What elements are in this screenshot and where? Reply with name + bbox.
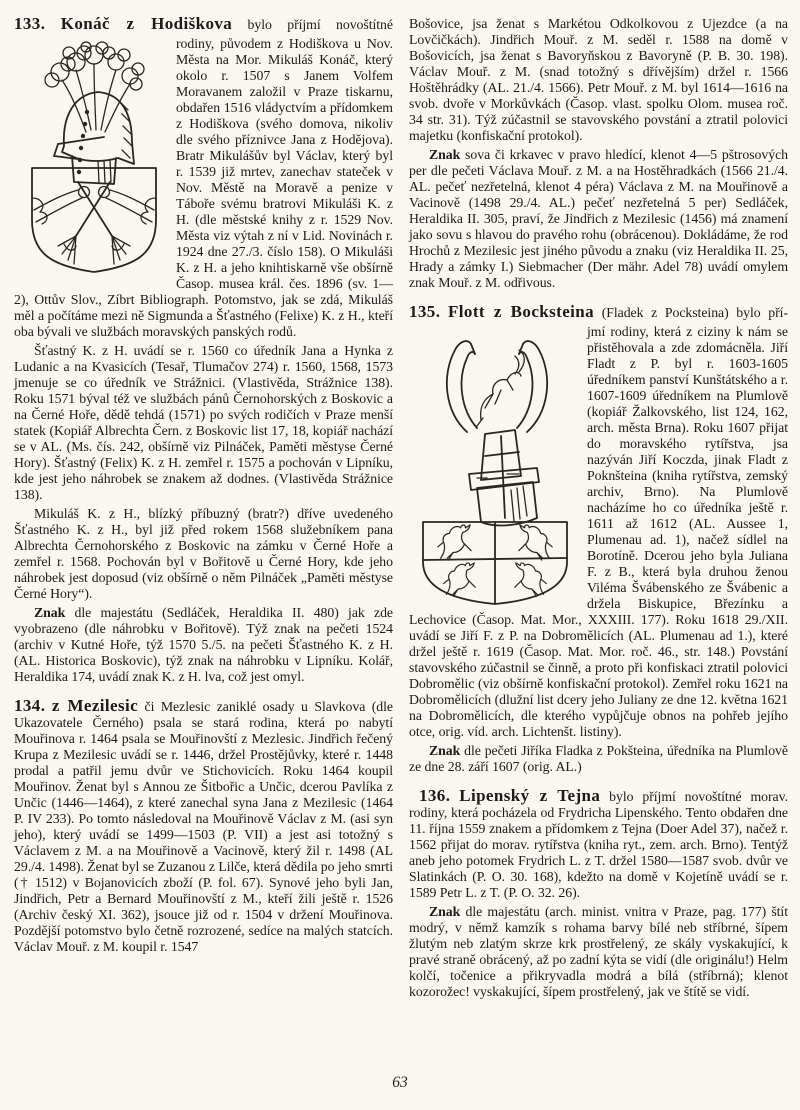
blazon-label: Znak bbox=[429, 904, 461, 919]
entry-135 bbox=[409, 304, 788, 775]
blazon-label: Znak bbox=[429, 147, 461, 162]
entry-135-heading bbox=[409, 304, 788, 321]
entry-136-blazon bbox=[409, 904, 788, 1000]
entry-number: 134. bbox=[14, 696, 46, 715]
entry-134 bbox=[14, 698, 393, 955]
entry-title: Lipenský z Tejna bbox=[459, 786, 601, 805]
blazon-text: dle majestátu (arch. minist. vnitra v Praze, pag. 177) štít modrý, v němž kamzík s rohama barvy bílé neb stříbrné, šípem žlutým neb zlatým skrze krk prostřelený, ze skály vyskakující, k pravé straně obrácený, až po zadní kýta se vidí (dle originálu!) Helm kolčí, točenice a přikryvadla modrá a bílá (stříbrná); klenot kozorožec! vyskakující, šípem prostřelený, jak ve štítě se vidí. bbox=[409, 904, 789, 999]
entry-133-intro-text: rodiny, původem z Hodiškova u Nov. Města na Mor. Mikuláš Konáč, který okolo r. 1507 s Janem Volfem Moravanem založil v Praze tiskarnu, obdařen 1516 vládyctvím a přídomkem z Hodiškova (svého domova, nikoliv dle svého příznivce Jana z Hodějova). Bratr Mikulášův byl Václav, který byl r. 1539 již mrtev, zanechav stateček v Nov. Městě na Moravě a penize v Táboře svému bratrovi Mikuláši K. z H. (dle městské knihy z r. 1529 Nov. Města viz výtah z ní v Lid. Novinách r. 1924 dne 27./3. číslo 158). O Mikuláši K. z H. a jeho knihtiskarně vše obšírně Časop. musea král. čes. 1896 (sv. 1—2), Ottův Slov., Zíbrt Bibliograph. Potomstvo, jak se zdá, Mikuláš měl a počítáme mezi ně Sigmunda a Šťastného (Felixe) K. z H., kteří oba bývali ve službách moravských panských rodů. bbox=[14, 36, 393, 339]
quartered-ibex-arms-drawing bbox=[415, 328, 575, 608]
page-number: 63 bbox=[392, 1074, 408, 1091]
konac-coat-of-arms-illustration bbox=[24, 40, 164, 275]
entry-134-body-text: či Mezlesic zaniklé osady u Slavkova (dle Ukazovatele Černého) psala se stará rodina, která po nabytí Mouřinova r. 1464 psala se Mouřinovští z Mezlesic. Jindřich řečený Krupa z Mezilesic uvádí se r. 1446, držel Prostějůvky, které r. 1448 prodal a patřil jemu dvůr ve Stichovicích. Roku 1464 koupil Mouřinov. Ženat byl s Annou ze Šitbořic a Unčic, dcerou Pavlíka z Unčic (1446—1464), z které zanechal syna Jana z Mezilesic (1464 P. IV 233). Po tomto následoval na Mouřinově Václav z M. (asi syn jeho), který uvádí se 1499—1503 (P. VII) a jest asi totožný s Václavem z M. a na Mouřinově a Vacinově, který žil r. 1498 (AL 29./4. 1498). Ženat byl se Zuzanou z Lilče, která dědila po jeho smrti († 1512) v Bojanovicích zboží (P. fol. 67). Synové jeho byli Jan, Jindřich, Petr a Bernard Mouřinovští z M., kteří žili ještě r. 1526 (Archiv český XI. 362), jsouce již od r. 1504 v držení Mouřinova. Pozdější potomstvo bylo četně rozrozené, sedíce na malých statcích. Václav Mouř. z M. koupil r. 1547 bbox=[14, 699, 393, 954]
entry-135-blazon bbox=[409, 743, 788, 775]
entry-136-body bbox=[409, 788, 788, 901]
entry-135-intro bbox=[409, 324, 788, 740]
entry-136 bbox=[409, 788, 788, 1000]
entry-135-intro-text: jmí rodiny, která z ciziny k nám se přistěhovala a zde zdomácněla. Jiří Fladt z P. byl r. 1603-1605 úředníkem panství Kunštátského a r. 1607-1609 úředníkem na Plumlově (kopiář Žalkovského, list 124, 162, arch. města Brna). Roku 1607 přijat do moravského rytířstva, jsa nazýván Jiří Koczda, jinak Fladt z Poknšteina (kniha rytířstva, zemský archiv, Brno). Na Plumlově nacházíme ho co úředníka ještě r. 1611 až 1612 (AL. Aussee 1, Plumenau ad. 1), načež sídlel na Borotíně. Dcerou jeho byla Juliana F. z B., která byla druhou ženou Viléma Švábenského ze Švábenic a držela Biskupice, Březínku a Lechovice (Časop. Mat. Mor., XXXIII. 177). Roku 1618 29./XII. uvádí se Jiří F. z P. na Dobromělicích (AL. Plumenau ad 1.), které držel ještě r. 1619 (Časop. Mat. Mor. roč. 46., str. 148.) Povstání stavovského zúčastnil se činně, a proto při konfiskaci ztratil polovici Dobromělic (viz obšírně konfiskační protokol). Zemřel roku 1621 na Dobromělicích (dlužní list dcery jeho Juliany ze dne 12. května 1621 na Dobromělicích, dle kterého vypůjčuje obnos na pohřeb jejího otce, orig. víd. arch. Lichtenšt. listiny). bbox=[409, 324, 788, 739]
entry-number: 133. bbox=[14, 16, 46, 33]
entry-134-continuation: Bošovice, jsa ženat s Markétou Odkolkovou z Ujezdce (a na Lovčičkách). Jindřich Mouř. z M. seděl r. 1588 na domě v Bošovicích, jsa ženat s Bavoryňskou z Bavoryně (P. B. 30. 198). Václav Mouř. z M. (snad totožný s dřívějším) držel r. 1566 Hoštěhrádky (AL. 21./4. 1566). Petr Mouř. z M. byl 1614—1616 na svob. dvoře v Morkůvkách (Časop. vlast. spolku Olom. musea roč. 34 str. 31). Týž zúčastnil se stavovského povstání a ztratil polovici majetku (konfiskační protokol). bbox=[409, 16, 788, 143]
two-column-text bbox=[14, 16, 788, 1000]
left-column bbox=[14, 16, 393, 1000]
entry-title: z Mezilesic bbox=[51, 696, 139, 715]
entry-134-blazon bbox=[409, 147, 788, 291]
blazon-label: Znak bbox=[34, 605, 66, 620]
entry-133-para-2: Šťastný K. z H. uvádí se r. 1560 co úředník Jana a Hynka z Ludanic a na Kvasicích (Tesař, Tlumačov 274) r. 1560, 1568, 1573 jmenuje se co úředník ve Strážnici. (Vlastivěda, Strážnice 138). Roku 1571 býval též ve službách pánů Černohorských z Boskovic a na Černé Hoře, dědě tehdá (1571) po svých rodičích v Praze menší statek (Kopiář Albrechta Čern. z Boskovic list 17, 18, kopiář nachází se v AL. (Ms. čís. 242, obšírně viz Pilnáček, Paměti městyse Černé Hory). Šťastný (Felix) K. z H. zemřel r. 1575 a pochován v Lipníku, kde jest jeho náhrobek se znakem až dodnes. (Vlastivěda Strážnice 138). bbox=[14, 343, 393, 502]
blazon-text: dle majestátu (Sedláček, Heraldika II. 480) jak zde vyobrazeno (dle náhrobku v Bořitově). Týž znak na pečeti 1524 (archiv v Kutné Hoře, týž 1570 5./5. na pečeti Šťastného K. z H. (AL. Historica Boskovic), týž znak na náhrobku v Lipníku. Kolář, Heraldika 174, uvádí znak K. z H. lva, což jest omyl. bbox=[14, 605, 394, 684]
entry-intro-start: bylo příjmí novoštítné bbox=[247, 17, 393, 32]
flott-coat-of-arms-illustration bbox=[415, 328, 575, 608]
entry-133-heading bbox=[14, 16, 393, 33]
entry-133 bbox=[14, 16, 393, 685]
entry-134-body bbox=[14, 698, 393, 955]
blazon-text: sova či krkavec v pravo hledící, klenot 4—5 pštrosových per dle pečeti Václava Mouř. z M. a na Hostěhradkách (1566 21./4. AL. pečeť nezřetelná, klenot 4 péra) Václava z M. na Mouřinově a Vacinově (1498 29./4. AL.) pečeť nezřetelná 5 per) Sedláček, Heraldika II. 305, praví, že Jindřich z Mezilesic (1456) má znamení jako sovu s hlavou do pravého rohu (obrácenou). Dokládáme, že rod Hrochů z Mezilesic jest jiného původu a znaku (viz Heraldika II. 25, Hrady a zámky I.) Siebmacher (Der mähr. Adel 78) uvádí omylem znak Mouř. z M. odřivous. bbox=[409, 147, 788, 290]
entry-133-blazon bbox=[14, 605, 393, 685]
entry-136-body-text: bylo příjmí novoštítné morav. rodiny, která pocházela od Frydricha Lipenského. Tento obdařen dne 11. října 1559 znakem a přídomkem z Tejna (Doer Adel 37), načež r. 1562 přijat do morav. rytířstva (kniha ryt., zem. arch. Brno). Tentýž aneb jeho potomek Frydrich L. z T. držel 1580—1587 svob. dvůr ve Slatinkách (P. O. 30. 168), kdežto na domě v Kojetíně uvádí se r. 1589 Petr L. z T. (P. O. 32. 26). bbox=[409, 789, 788, 900]
entry-number: 135. bbox=[409, 304, 441, 321]
blazon-label: Znak bbox=[429, 743, 461, 758]
blazon-text: dle pečeti Jiříka Fladka z Pokšteina, úředníka na Plumlově ze dne 28. září 1607 (orig. AL.) bbox=[409, 743, 788, 774]
entry-title: Konáč z Hodiškova bbox=[60, 16, 233, 33]
entry-title: Flott z Bocksteina bbox=[448, 304, 595, 321]
right-column bbox=[409, 16, 788, 1000]
entry-intro-start: (Fladek z Pocksteina) bylo pří- bbox=[601, 305, 788, 320]
entry-133-intro bbox=[14, 36, 393, 340]
entry-number: 136. bbox=[419, 786, 451, 805]
entry-133-para-3: Mikuláš K. z H., blízký příbuzný (bratr?) dříve uvedeného Šťastného K. z H., byl již před rokem 1568 služebníkem pana Albrechta Černohorského z Boskovic na zámku v Černé Hoře a zemřel r. 1568. Pochován byl v Bořitově u Černé Hory, kde jeho náhrobek jest doposud (viz obšírně o něm Pilnáček „Paměti městyse Černé Hory“). bbox=[14, 506, 393, 601]
crossed-brooms-arms-drawing bbox=[24, 40, 164, 275]
